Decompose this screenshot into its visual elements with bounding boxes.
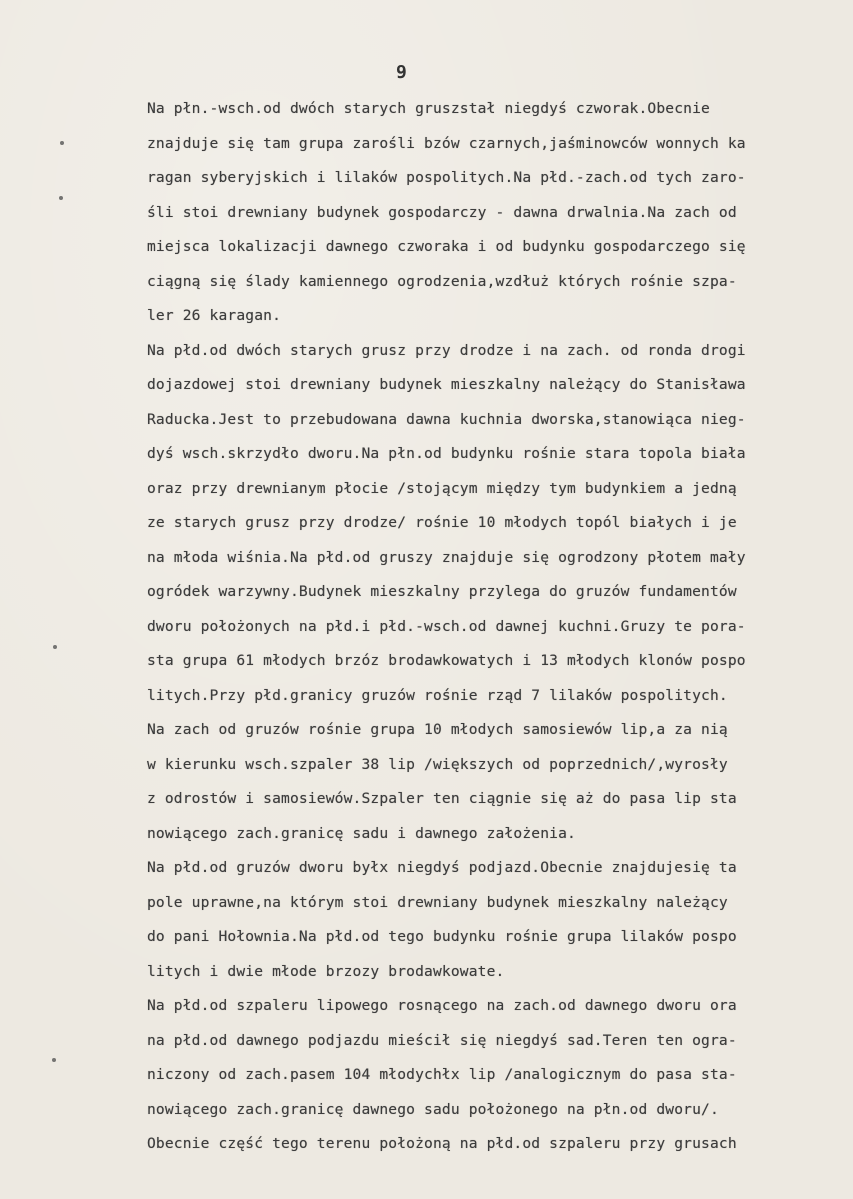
- text-line: dojazdowej stoi drewniany budynek mieszkalny należący do Stanisława: [147, 376, 746, 393]
- text-line: Na zach od gruzów rośnie grupa 10 młodych samosiewów lip,a za nią: [147, 721, 728, 738]
- text-line: w kierunku wsch.szpaler 38 lip /większych od poprzednich/,wyrosły: [147, 755, 728, 773]
- text-line: Na płd.od gruzów dworu byłx niegdyś podjazd.Obecnie znajdujesię ta: [147, 859, 737, 876]
- text-line: litych.Przy płd.granicy gruzów rośnie rząd 7 lilaków pospolitych.: [147, 686, 728, 704]
- text-line: litych i dwie młode brzozy brodawkowate.: [147, 962, 505, 980]
- text-line: Obecnie część tego terenu położoną na płd.od szpaleru przy grusach: [147, 1135, 737, 1152]
- text-line: Na płd.od szpaleru lipowego rosnącego na zach.od dawnego dworu ora: [147, 997, 737, 1014]
- text-line: Raducka.Jest to przebudowana dawna kuchnia dworska,stanowiąca nieg-: [147, 410, 746, 428]
- text-line: oraz przy drewnianym płocie /stojącym między tym budynkiem a jedną: [147, 479, 737, 497]
- text-line: dyś wsch.skrzydło dworu.Na płn.od budynku rośnie stara topola biała: [147, 445, 746, 462]
- text-line: śli stoi drewniany budynek gospodarczy - dawna drwalnia.Na zach od: [147, 203, 737, 221]
- page-number: 9: [396, 62, 407, 83]
- text-line: ler 26 karagan.: [147, 307, 282, 324]
- text-line: niczony od zach.pasem 104 młodychłx lip /analogicznym do pasa sta-: [147, 1066, 737, 1083]
- text-line: miejsca lokalizacji dawnego czworaka i od budynku gospodarczego się: [147, 238, 746, 255]
- text-line: Na płn.-wsch.od dwóch starych gruszstał niegdyś czworak.Obecnie: [147, 100, 710, 117]
- body-text: [147, 92, 837, 1162]
- text-line: z odrostów i samosiewów.Szpaler ten ciągnie się aż do pasa lip sta: [147, 790, 737, 807]
- text-line: ciągną się ślady kamiennego ogrodzenia,wzdłuż których rośnie szpa-: [147, 272, 737, 290]
- margin-mark: [59, 196, 63, 200]
- text-line: Na płd.od dwóch starych grusz przy drodze i na zach. od ronda drogi: [147, 341, 746, 359]
- text-line: znajduje się tam grupa zarośli bzów czarnych,jaśminowców wonnych ka: [147, 134, 746, 152]
- text-line: nowiącego zach.granicę sadu i dawnego założenia.: [147, 824, 576, 842]
- text-line: sta grupa 61 młodych brzóz brodawkowatych i 13 młodych klonów pospo: [147, 652, 746, 669]
- text-line: pole uprawne,na którym stoi drewniany budynek mieszkalny należący: [147, 893, 728, 911]
- margin-mark: [53, 645, 57, 649]
- text-line: na płd.od dawnego podjazdu mieścił się niegdyś sad.Teren ten ogra-: [147, 1031, 737, 1049]
- text-line: ze starych grusz przy drodze/ rośnie 10 młodych topól białych i je: [147, 514, 737, 531]
- text-line: na młoda wiśnia.Na płd.od gruszy znajduje się ogrodzony płotem mały: [147, 548, 746, 566]
- text-line: dworu położonych na płd.i płd.-wsch.od dawnej kuchni.Gruzy te pora-: [147, 617, 746, 635]
- text-line: nowiącego zach.granicę dawnego sadu położonego na płn.od dworu/.: [147, 1100, 719, 1118]
- text-line: ogródek warzywny.Budynek mieszkalny przylega do gruzów fundamentów: [147, 583, 737, 600]
- margin-mark: [52, 1058, 56, 1062]
- margin-mark: [60, 141, 64, 145]
- text-line: do pani Hołownia.Na płd.od tego budynku rośnie grupa lilaków pospo: [147, 928, 737, 945]
- text-line: ragan syberyjskich i lilaków pospolitych.Na płd.-zach.od tych zaro-: [147, 169, 746, 186]
